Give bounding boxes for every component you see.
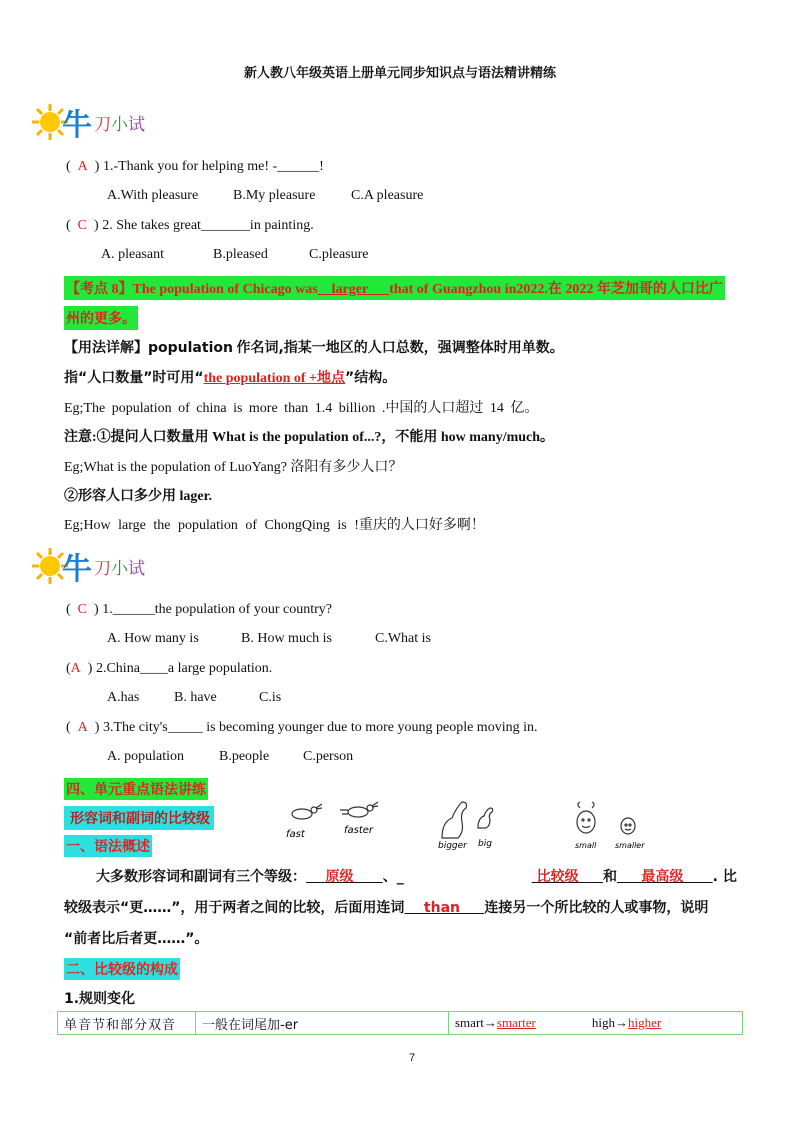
label-big: big	[478, 839, 492, 849]
answer-superlative: 最高级	[641, 869, 684, 885]
rule-cell-method: 一般在词尾加-er	[196, 1012, 449, 1035]
egg-smaller-icon	[621, 818, 635, 834]
kaodian-mid: that of Guangzhou in2022.在	[389, 282, 562, 297]
badge-char-shi: 试	[128, 114, 145, 135]
answer-comparative: 比较级	[536, 869, 579, 885]
kaodian-blank: __larger___	[317, 282, 390, 297]
badge-char-xiao: 小	[111, 558, 128, 579]
label-smaller: smaller	[615, 841, 645, 850]
option-b: B.pleased	[213, 247, 268, 262]
quiz2-options-3	[107, 749, 353, 765]
usage-line-1	[64, 337, 564, 357]
kaodian-after: 年芝加哥的人口比广	[596, 281, 723, 297]
option-c: C.pleasure	[309, 247, 369, 262]
option-a: A. pleasant	[101, 247, 164, 262]
note-1: 注意:①提问人口数量用 What is the population of...?，不能用 how many/much。	[64, 430, 555, 445]
quiz2-question-1: ( C ) 1.______the population of your country?	[66, 602, 332, 617]
rabbit-fast-icon	[292, 804, 322, 819]
kaodian-heading-line2: 州的更多。	[64, 306, 138, 330]
rule-cell-type: 单音节和部分双音	[58, 1012, 196, 1035]
quiz-badge	[30, 100, 145, 144]
example-base: high→	[591, 1015, 628, 1030]
quiz2-question-3: ( A ) 3.The city's_____ is becoming younger due to more young people moving in.	[66, 720, 538, 735]
option-a: A.With pleasure	[107, 188, 199, 203]
rule-title: 1.规则变化	[64, 991, 136, 1007]
overview-text: 大多数形容词和副词有三个等级：	[96, 869, 306, 885]
note-2: ②形容人口多少用 lager.	[64, 489, 213, 504]
usage-label: 【用法详解】population	[64, 340, 233, 356]
question-text: 1.-Thank you for helping me! -______!	[102, 159, 324, 174]
answer: A	[70, 661, 81, 676]
label-bigger: bigger	[438, 841, 467, 851]
example-3: Eg;How large the population of ChongQing is !重庆的人口好多啊！	[64, 518, 485, 533]
label-faster: faster	[344, 825, 374, 836]
question-text: 2. She takes great_______in painting.	[102, 218, 314, 233]
badge-char-niu: 牛	[62, 108, 92, 143]
option-b: B.people	[219, 749, 270, 764]
answer: C	[77, 218, 88, 233]
quiz1-options-2	[101, 247, 368, 263]
usage-text: ”结构。	[345, 370, 397, 386]
option-a: A.has	[107, 690, 140, 705]
kaodian-year: 2022	[565, 282, 594, 297]
overview-text: 较级表示“更……”，用于两者之间的比较，后面用连词	[64, 900, 405, 916]
section-4-title: 四、单元重点语法讲练	[64, 778, 208, 800]
kaodian-prefix: 【考点 8】The population of Chicago was	[66, 282, 318, 297]
quiz2-options-1	[107, 631, 431, 647]
option-b: B. have	[174, 690, 217, 705]
badge-char-dao: 刀	[94, 558, 111, 579]
option-b: B. How much is	[241, 631, 332, 646]
overview-text: 连接另一个所比较的人或事物，说明	[484, 900, 709, 916]
example-2: Eg;What is the population of LuoYang? 洛阳有多少人口？	[64, 460, 403, 475]
overview-line-2	[64, 897, 708, 917]
badge-char-dao: 刀	[94, 114, 111, 135]
answer: C	[77, 602, 88, 617]
structure-title: 二、比较级的构成	[64, 958, 180, 980]
overview-line-3: “前者比后者更……”。	[64, 931, 209, 947]
example-answer: higher	[628, 1015, 662, 1030]
egg-small-icon	[577, 802, 595, 833]
comparison-illustration	[280, 800, 650, 860]
option-b: B.My pleasure	[233, 188, 316, 203]
question-text: 1.______the population of your country?	[102, 602, 332, 617]
quiz1-question-2: ( C ) 2. She takes great_______in painting.	[66, 218, 314, 233]
overview-text: 、_	[382, 869, 404, 885]
rule-cell-example	[449, 1012, 743, 1035]
rabbit-faster-icon	[340, 802, 378, 817]
option-a: A. population	[107, 749, 184, 764]
page-number: 7	[408, 1052, 416, 1064]
badge-char-shi: 试	[128, 558, 145, 579]
page-header: 新人教八年级英语上册单元同步知识点与语法精讲精练	[243, 66, 556, 81]
usage-structure: the population of +地点	[203, 371, 345, 386]
example-answer: smarter	[496, 1015, 536, 1030]
overview-line-1	[96, 866, 737, 886]
quiz2-question-2: (A ) 2.China____a large population.	[66, 661, 273, 676]
quiz1-options-1	[107, 188, 423, 204]
quiz2-options-2	[107, 690, 281, 706]
question-text: 2.China____a large population.	[95, 661, 273, 676]
label-small: small	[575, 841, 597, 850]
option-c: C.is	[259, 690, 282, 705]
section-4-subtitle: 形容词和副词的比较级	[64, 806, 214, 830]
answer: A	[77, 720, 88, 735]
option-a: A. How many is	[107, 631, 199, 646]
answer-positive: 原级	[325, 869, 354, 885]
example-base: smart→	[455, 1015, 497, 1030]
answer: A	[77, 159, 88, 174]
label-fast: fast	[286, 829, 305, 840]
usage-text: 作名词,指某一地区的人口总数，强调整体时用单数。	[236, 340, 564, 356]
usage-text: 指“人口数量”时可用“	[64, 370, 204, 386]
option-c: C.person	[303, 749, 354, 764]
quiz1-question-1: ( A ) 1.-Thank you for helping me! -______!	[66, 159, 324, 174]
example-1: Eg;The population of china is more than 1.4 billion .中国的人口超过 14 亿。	[64, 401, 539, 416]
option-c: C.A pleasure	[351, 188, 424, 203]
usage-line-2	[64, 367, 396, 387]
kaodian-heading	[64, 276, 725, 300]
quiz-badge	[30, 544, 145, 588]
dinosaur-bigger-icon	[442, 802, 467, 838]
overview-text: . 比	[712, 869, 737, 885]
dinosaur-big-icon	[478, 808, 493, 828]
answer-than: than	[423, 900, 460, 916]
rule-table	[57, 1011, 743, 1035]
table-row	[58, 1012, 743, 1035]
question-text: 3.The city's_____ is becoming younger due to more young people moving in.	[102, 720, 538, 735]
badge-char-xiao: 小	[111, 114, 128, 135]
overview-title: 一、语法概述	[64, 835, 152, 857]
option-c: C.What is	[375, 631, 431, 646]
badge-char-niu: 牛	[62, 552, 92, 587]
overview-text: 和	[603, 869, 617, 885]
